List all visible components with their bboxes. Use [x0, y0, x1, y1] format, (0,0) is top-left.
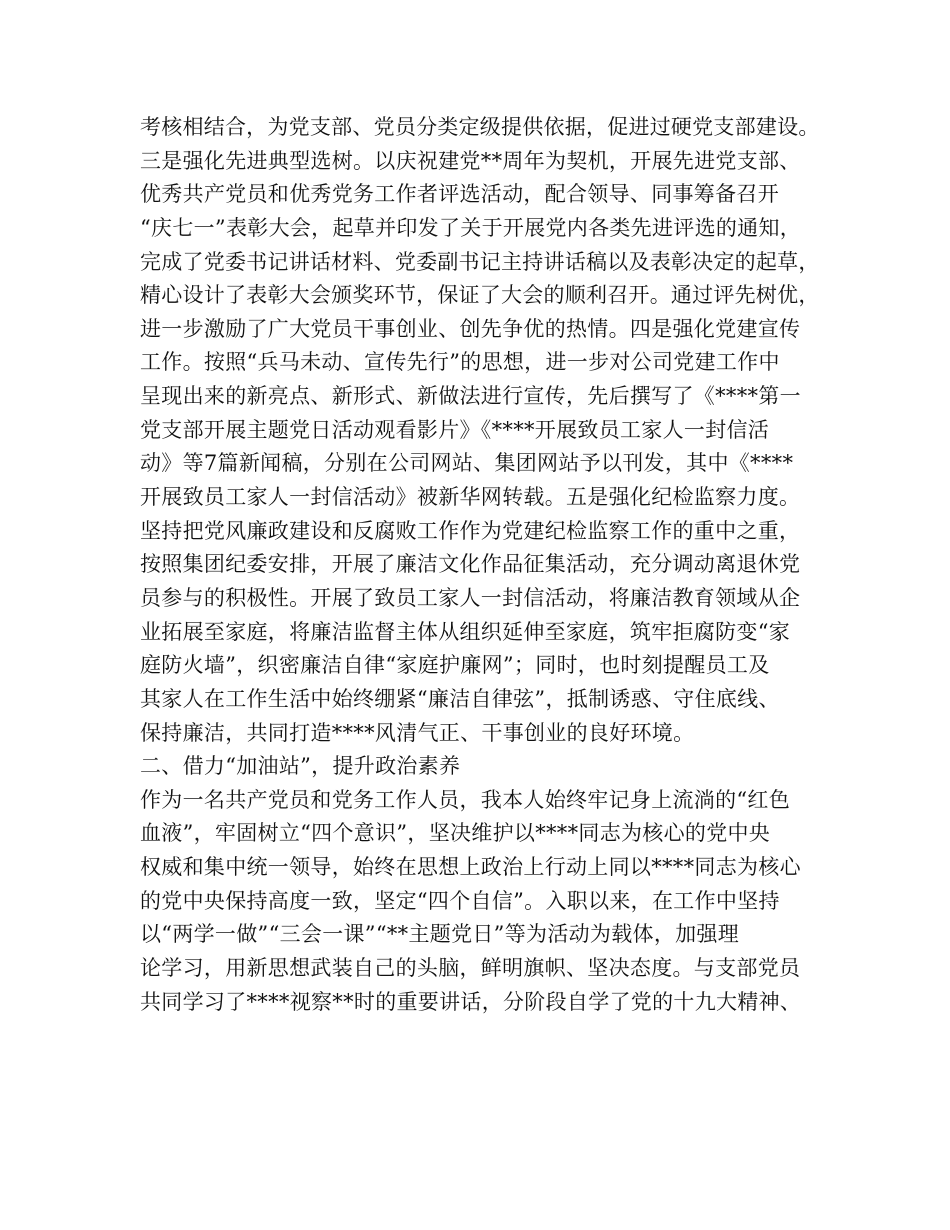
document-page	[140, 111, 820, 1019]
text-line: 考核相结合，为党支部、党员分类定级提供依据，促进过硬党支部建设。	[140, 115, 820, 139]
text-line: 作为一名共产党员和党务工作人员，我本人始终牢记身上流淌的“红色	[140, 787, 791, 812]
text-line: 坚持把党风廉政建设和反腐败工作作为党建纪检监察工作的重中之重，	[140, 518, 801, 543]
text-line: 庭防火墙”，织密廉洁自律“家庭护廉网”；同时，也时刻提醒员工及	[140, 653, 770, 678]
text-line: 进一步激励了广大党员干事创业、创先争优的热情。四是强化党建宣传	[140, 316, 801, 341]
text-line: 员参与的积极性。开展了致员工家人一封信活动，将廉洁教育领域从企	[140, 585, 801, 610]
text-line: 精心设计了表彰大会颁奖环节，保证了大会的顺利召开。通过评先树优，	[140, 283, 820, 308]
text-line: 优秀共产党员和优秀党务工作者评选活动，配合领导、同事筹备召开	[140, 182, 779, 207]
text-line: 工作。按照“兵马未动、宣传先行”的思想，进一步对公司党建工作中	[140, 350, 780, 375]
text-line: 其家人在工作生活中始终绷紧“廉洁自律弦”，抵制诱惑、守住底线、	[140, 686, 780, 711]
section-heading: 二、借力“加油站”，提升政治素养	[140, 754, 461, 779]
text-line: 以“两学一做”“三会一课”“**主题党日”等为活动为载体，加强理	[140, 922, 740, 947]
text-line: 业拓展至家庭，将廉洁监督主体从组织延伸至家庭，筑牢拒腐防变“家	[140, 619, 791, 644]
text-line: “庆七一”表彰大会，起草并印发了关于开展党内各类先进评选的通知，	[140, 215, 802, 240]
text-line: 论学习，用新思想武装自己的头脑，鲜明旗帜、坚决态度。与支部党员	[140, 956, 801, 981]
text-line: 按照集团纪委安排，开展了廉洁文化作品征集活动，充分调动离退休党	[140, 552, 801, 577]
text-line: 权威和集中统一领导，始终在思想上政治上行动上同以****同志为核心	[140, 855, 801, 880]
text-line: 共同学习了****视察**时的重要讲话，分阶段自学了党的十九大精神、	[140, 989, 802, 1014]
text-line: 完成了党委书记讲话材料、党委副书记主持讲话稿以及表彰决定的起草，	[140, 249, 820, 274]
text-line: 保持廉洁，共同打造****风清气正、干事创业的良好环境。	[140, 720, 695, 745]
text-line: 党支部开展主题党日活动观看影片》《****开展致员工家人一封信活	[140, 417, 770, 442]
text-line: 开展致员工家人一封信活动》被新华网转载。五是强化纪检监察力度。	[140, 485, 801, 510]
text-line: 的党中央保持高度一致，坚定“四个自信”。入职以来，在工作中坚持	[140, 888, 780, 913]
text-line: 呈现出来的新亮点、新形式、新做法进行宣传，先后撰写了《****第一	[140, 384, 801, 409]
text-line: 动》等7篇新闻稿，分别在公司网站、集团网站予以刊发，其中《****	[140, 451, 794, 476]
text-line: 三是强化先进典型选树。以庆祝建党**周年为契机，开展先进党支部、	[140, 148, 801, 173]
text-line: 血液”，牢固树立“四个意识”，坚决维护以****同志为核心的党中央	[140, 821, 771, 846]
